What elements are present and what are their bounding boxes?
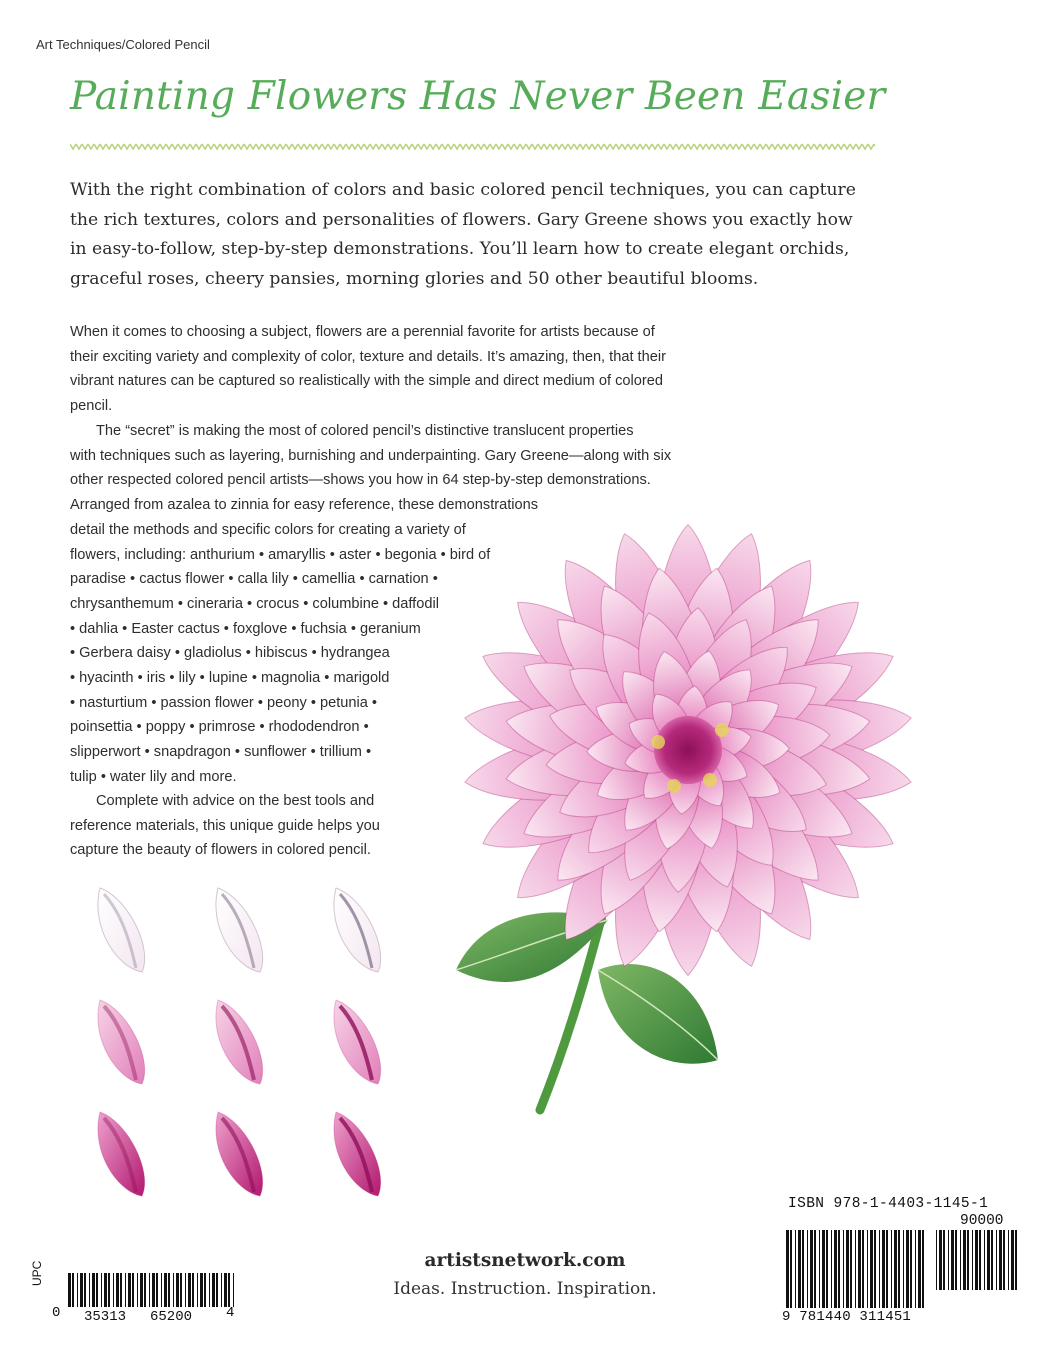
upc-digits-right: 65200 bbox=[150, 1309, 193, 1325]
barcode-bar bbox=[814, 1230, 816, 1308]
barcode-bar bbox=[96, 1273, 98, 1307]
barcode-bar bbox=[164, 1273, 167, 1307]
upc-digit-last: 4 bbox=[226, 1305, 235, 1321]
barcode-bar bbox=[101, 1273, 102, 1307]
upc-label: UPC bbox=[30, 1260, 44, 1286]
barcode-bar bbox=[180, 1273, 182, 1307]
barcode-bar bbox=[870, 1230, 873, 1308]
body-line: poinsettia • poppy • primrose • rhododendron • bbox=[70, 719, 369, 736]
barcode-bar bbox=[822, 1230, 825, 1308]
barcode-bar bbox=[137, 1273, 138, 1307]
body-line: their exciting variety and complexity of color, texture and details. It’s amazing, then, that their bbox=[70, 348, 666, 365]
petal-step bbox=[216, 1112, 263, 1196]
body-line: chrysanthemum • cineraria • crocus • columbine • daffodil bbox=[70, 595, 439, 612]
barcode-bar bbox=[867, 1230, 868, 1308]
petal-step bbox=[98, 1000, 145, 1084]
barcode-bar bbox=[846, 1230, 849, 1308]
body-line: Arranged from azalea to zinnia for easy reference, these demonstrations bbox=[70, 497, 539, 514]
lead-line: With the right combination of colors and basic colored pencil techniques, you can capture bbox=[70, 180, 856, 200]
barcode-bar bbox=[116, 1273, 119, 1307]
upc-barcode bbox=[68, 1273, 238, 1309]
barcode-bar bbox=[204, 1273, 206, 1307]
body-line: slipperwort • snapdragon • sunflower • trillium • bbox=[70, 744, 372, 761]
decorative-rule bbox=[70, 142, 875, 151]
body-line: capture the beauty of flowers in colored pencil. bbox=[70, 842, 371, 859]
lead-line: graceful roses, cheery pansies, morning glories and 50 other beautiful blooms. bbox=[70, 269, 759, 290]
lead-paragraph bbox=[70, 176, 882, 295]
barcode-bar bbox=[922, 1230, 924, 1308]
barcode-bar bbox=[795, 1230, 796, 1308]
barcode-bar bbox=[862, 1230, 864, 1308]
pollen-dot bbox=[651, 735, 665, 749]
barcode-bar bbox=[1008, 1230, 1009, 1290]
barcode-bar bbox=[975, 1230, 978, 1290]
body-line: pencil. bbox=[70, 398, 113, 415]
barcode-bar bbox=[972, 1230, 973, 1290]
barcode-bar bbox=[855, 1230, 856, 1308]
barcode-bar bbox=[152, 1273, 155, 1307]
barcode-bar bbox=[991, 1230, 993, 1290]
body-line: other respected colored pencil artists—shows you how in 64 step-by-step demonstrations. bbox=[70, 472, 651, 489]
barcode-bar bbox=[72, 1273, 74, 1307]
barcode-bar bbox=[960, 1230, 961, 1290]
barcode-bar bbox=[128, 1273, 131, 1307]
barcode-bar bbox=[955, 1230, 957, 1290]
pollen-dot bbox=[715, 723, 729, 737]
body-line: The “secret” is making the most of colored pencil’s distinctive translucent properties bbox=[96, 423, 634, 439]
barcode-bar bbox=[84, 1273, 86, 1307]
lead-line: in easy-to-follow, step-by-step demonstrations. You’ll learn how to create elegant orchids, bbox=[70, 239, 850, 260]
barcode-bar bbox=[874, 1230, 876, 1308]
barcode-bar bbox=[882, 1230, 885, 1308]
petal-step bbox=[334, 888, 381, 972]
barcode-bar bbox=[149, 1273, 150, 1307]
barcode-bar bbox=[209, 1273, 210, 1307]
barcode-bar bbox=[886, 1230, 888, 1308]
barcode-bar bbox=[224, 1273, 227, 1307]
body-line: paradise • cactus flower • calla lily • camellia • carnation • bbox=[70, 571, 438, 588]
lead-line: the rich textures, colors and personalities of flowers. Gary Greene shows you exactly how bbox=[70, 209, 853, 230]
barcode-bar bbox=[984, 1230, 985, 1290]
barcode-bar bbox=[807, 1230, 808, 1308]
barcode-bar bbox=[987, 1230, 990, 1290]
body-line: vibrant natures can be captured so realistically with the simple and direct medium of colored bbox=[70, 373, 663, 390]
body-line: tulip • water lily and more. bbox=[70, 768, 237, 785]
barcode-bar bbox=[92, 1273, 95, 1307]
barcode-bar bbox=[185, 1273, 186, 1307]
website-link[interactable]: artistsnetwork.com bbox=[424, 1250, 626, 1271]
barcode-bar bbox=[967, 1230, 969, 1290]
barcode-bar bbox=[176, 1273, 179, 1307]
barcode-bar bbox=[996, 1230, 997, 1290]
petal-step bbox=[98, 1112, 145, 1196]
barcode-bar bbox=[898, 1230, 900, 1308]
category-label: Art Techniques/Colored Pencil bbox=[36, 37, 210, 52]
barcode-bar bbox=[819, 1230, 820, 1308]
barcode-bar bbox=[979, 1230, 981, 1290]
barcode-bar bbox=[843, 1230, 844, 1308]
barcode-bar bbox=[216, 1273, 218, 1307]
barcode-bar bbox=[810, 1230, 813, 1308]
price-code: 90000 bbox=[960, 1213, 1004, 1229]
barcode-bar bbox=[999, 1230, 1002, 1290]
barcode-bar bbox=[798, 1230, 801, 1308]
body-line: with techniques such as layering, burnishing and underpainting. Gary Greene—along with six bbox=[70, 447, 672, 464]
petal-technique-steps bbox=[70, 880, 410, 1200]
barcode-bar bbox=[168, 1273, 170, 1307]
barcode-bar bbox=[918, 1230, 921, 1308]
barcode-bar bbox=[936, 1230, 937, 1290]
barcode-bar bbox=[156, 1273, 158, 1307]
petal-step bbox=[98, 888, 145, 972]
body-line: detail the methods and specific colors for creating a variety of bbox=[70, 521, 466, 538]
barcode-bar bbox=[879, 1230, 880, 1308]
petal-step bbox=[216, 1000, 263, 1084]
barcode-bar bbox=[228, 1273, 230, 1307]
barcode-bar bbox=[850, 1230, 852, 1308]
barcode-bar bbox=[951, 1230, 954, 1290]
barcode-bar bbox=[826, 1230, 828, 1308]
isbn-digits: 9 781440 311451 bbox=[782, 1309, 912, 1325]
barcode-bar bbox=[939, 1230, 942, 1290]
barcode-bar bbox=[834, 1230, 837, 1308]
upc-digit-first: 0 bbox=[52, 1305, 61, 1321]
body-line: Complete with advice on the best tools and bbox=[96, 793, 375, 809]
barcode-bar bbox=[858, 1230, 861, 1308]
petal-step bbox=[216, 888, 263, 972]
barcode-bar bbox=[903, 1230, 904, 1308]
barcode-bar bbox=[173, 1273, 174, 1307]
barcode-bar bbox=[125, 1273, 126, 1307]
barcode-bar bbox=[233, 1273, 234, 1307]
barcode-bar bbox=[221, 1273, 222, 1307]
barcode-bar bbox=[104, 1273, 107, 1307]
barcode-bar bbox=[915, 1230, 916, 1308]
body-line: • hyacinth • iris • lily • lupine • magnolia • marigold bbox=[70, 670, 390, 687]
barcode-bar bbox=[786, 1230, 789, 1308]
body-paragraph-3 bbox=[70, 789, 380, 863]
barcode-bar bbox=[68, 1273, 71, 1307]
body-line: When it comes to choosing a subject, flowers are a perennial favorite for artists because of bbox=[70, 324, 655, 340]
barcode-bar bbox=[838, 1230, 840, 1308]
body-line: reference materials, this unique guide helps you bbox=[70, 817, 380, 834]
petal-step bbox=[334, 1112, 381, 1196]
barcode-bar bbox=[197, 1273, 198, 1307]
upc-digits-left: 35313 bbox=[84, 1309, 127, 1325]
barcode-bar bbox=[943, 1230, 945, 1290]
barcode-bar bbox=[1003, 1230, 1005, 1290]
barcode-bar bbox=[906, 1230, 909, 1308]
body-paragraph-1 bbox=[70, 320, 666, 419]
barcode-bar bbox=[790, 1230, 792, 1308]
isbn-barcode bbox=[786, 1230, 926, 1308]
barcode-bar bbox=[891, 1230, 892, 1308]
barcode-bar bbox=[831, 1230, 832, 1308]
barcode-bar bbox=[89, 1273, 90, 1307]
body-line: • dahlia • Easter cactus • foxglove • fuchsia • geranium bbox=[70, 620, 421, 637]
barcode-bar bbox=[140, 1273, 143, 1307]
dahlia-illustration bbox=[418, 500, 978, 1120]
body-line: • nasturtium • passion flower • peony • petunia • bbox=[70, 694, 378, 711]
price-barcode bbox=[936, 1230, 1018, 1290]
barcode-bar bbox=[894, 1230, 897, 1308]
barcode-bar bbox=[120, 1273, 122, 1307]
barcode-bar bbox=[108, 1273, 110, 1307]
tagline: Ideas. Instruction. Inspiration. bbox=[393, 1279, 657, 1299]
petal-step bbox=[334, 1000, 381, 1084]
barcode-bar bbox=[188, 1273, 191, 1307]
barcode-bar bbox=[802, 1230, 804, 1308]
barcode-bar bbox=[161, 1273, 162, 1307]
barcode-bar bbox=[132, 1273, 134, 1307]
barcode-bar bbox=[80, 1273, 83, 1307]
barcode-bar bbox=[77, 1273, 78, 1307]
body-line: flowers, including: anthurium • amaryllis • aster • begonia • bird of bbox=[70, 546, 491, 563]
barcode-bar bbox=[1011, 1230, 1014, 1290]
barcode-bar bbox=[910, 1230, 912, 1308]
pollen-dot bbox=[703, 773, 717, 787]
barcode-bar bbox=[192, 1273, 194, 1307]
barcode-bar bbox=[212, 1273, 215, 1307]
body-line: • Gerbera daisy • gladiolus • hibiscus • hydrangea bbox=[70, 645, 390, 662]
barcode-bar bbox=[113, 1273, 114, 1307]
page-headline: Painting Flowers Has Never Been Easier bbox=[70, 74, 886, 119]
barcode-bar bbox=[1015, 1230, 1017, 1290]
barcode-bar bbox=[200, 1273, 203, 1307]
barcode-bar bbox=[948, 1230, 949, 1290]
barcode-bar bbox=[963, 1230, 966, 1290]
pollen-dot bbox=[667, 779, 681, 793]
isbn-label: ISBN 978-1-4403-1145-1 bbox=[788, 1196, 989, 1212]
barcode-bar bbox=[144, 1273, 146, 1307]
